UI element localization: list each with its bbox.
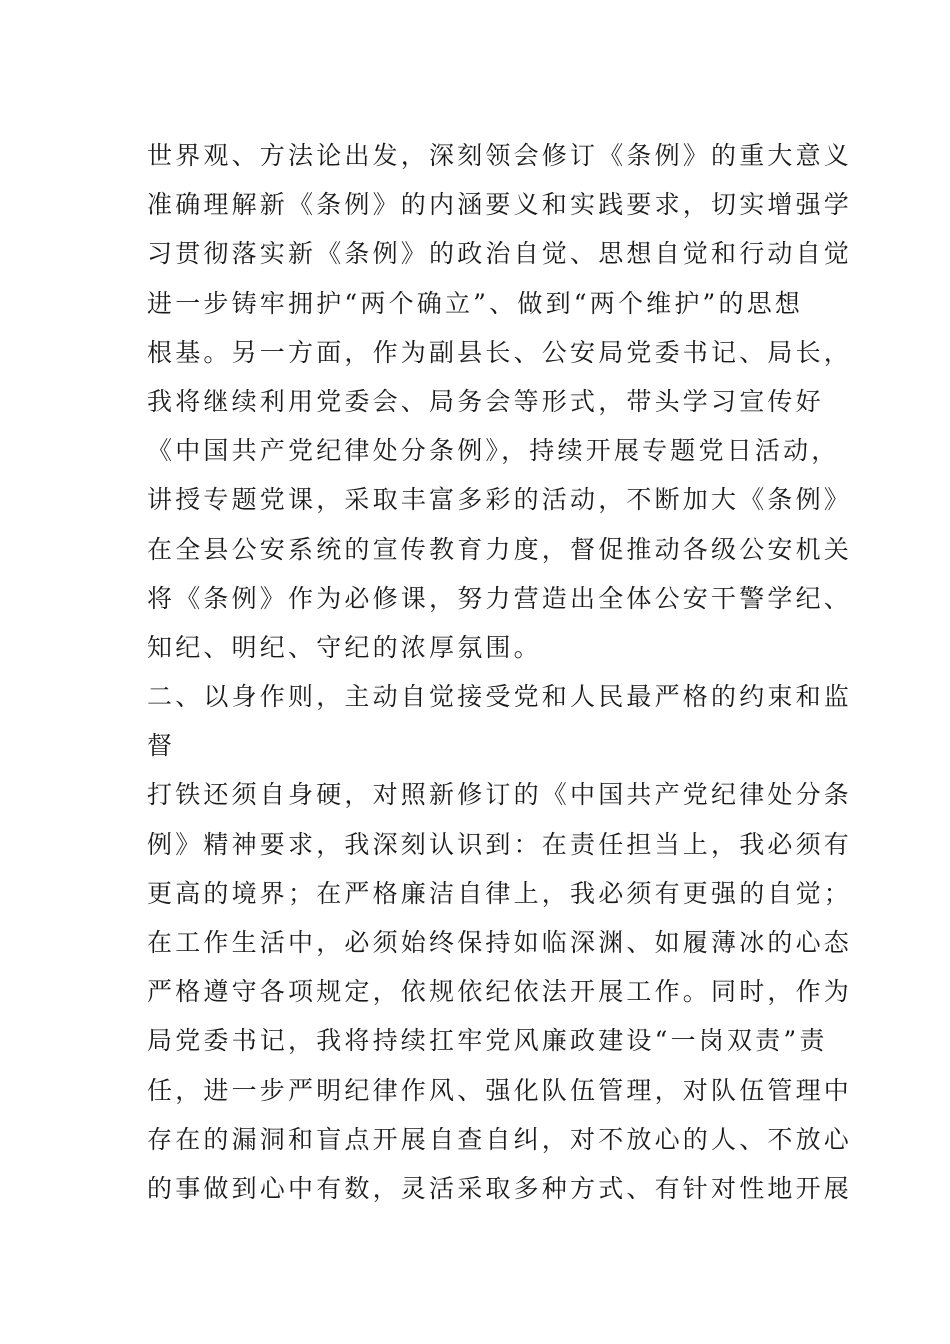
text-line: 准确理解新《条例》的内涵要义和实践要求，切实增强学: [147, 190, 853, 220]
text-line: 知纪、明纪、守纪的浓厚氛围。: [147, 632, 542, 662]
text-line: 根基。另一方面，作为副县长、公安局党委书记、局长，: [147, 337, 853, 367]
text-line: 在全县公安系统的宣传教育力度，督促推动各级公安机关: [147, 534, 853, 564]
text-line: 进一步铸牢拥护“两个确立”、做到“两个维护”的思想: [147, 288, 804, 318]
text-line: 在工作生活中，必须始终保持如临深渊、如履薄冰的心态: [147, 928, 853, 957]
text-line: 存在的漏洞和盲点开展自查自纠，对不放心的人、不放心: [147, 1124, 853, 1154]
text-line: 我将继续利用党委会、局务会等形式，带头学习宣传好: [147, 386, 824, 416]
text-line: 打铁还须自身硬，对照新修订的《中国共产党纪律处分条: [147, 780, 853, 810]
text-line: 习贯彻落实新《条例》的政治自觉、思想自觉和行动自觉: [147, 239, 853, 269]
text-line: 世界观、方法论出发，深刻领会修订《条例》的重大意义: [147, 141, 853, 170]
text-line: 任，进一步严明纪律作风、强化队伍管理，对队伍管理中: [147, 1075, 853, 1105]
text-line: 将《条例》作为必修课，努力营造出全体公安干警学纪、: [147, 583, 853, 613]
text-line: 例》精神要求，我深刻认识到：在责任担当上，我必须有: [147, 829, 853, 859]
text-line: 《中国共产党纪律处分条例》，持续开展专题党日活动，: [147, 436, 840, 466]
text-line: 讲授专题党课，采取丰富多彩的活动，不断加大《条例》: [147, 485, 853, 515]
text-line: 的事做到心中有数，灵活采取多种方式、有针对性地开展: [147, 1173, 853, 1203]
section-heading-line: 督: [147, 731, 176, 761]
text-line: 局党委书记，我将持续扛牢党风廉政建设“一岗双责”责: [147, 1026, 828, 1056]
body-text: [147, 131, 853, 1213]
text-line: 严格遵守各项规定，依规依纪依法开展工作。同时，作为: [147, 977, 853, 1007]
section-heading-line: 二、以身作则，主动自觉接受党和人民最严格的约束和监: [147, 682, 853, 712]
text-line: 更高的境界；在严格廉洁自律上，我必须有更强的自觉；: [147, 878, 853, 908]
